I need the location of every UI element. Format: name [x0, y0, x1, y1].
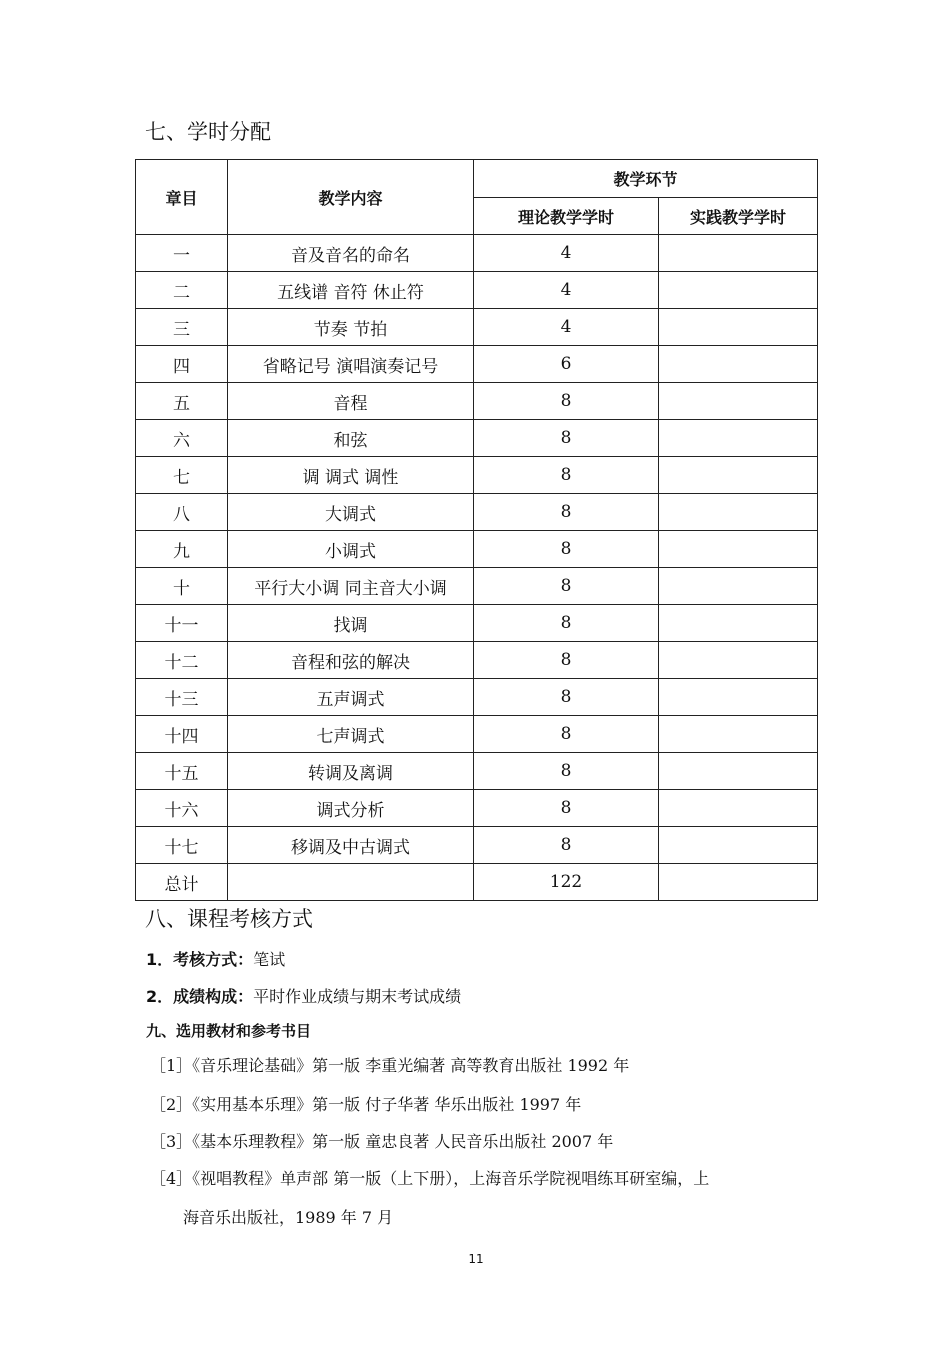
header-chapter: 章目 [136, 160, 228, 235]
table-total-row [136, 864, 818, 901]
cell-theory-hours: 8 [474, 679, 659, 716]
cell-chapter: 十一 [136, 605, 228, 642]
cell-theory-hours: 8 [474, 827, 659, 864]
table-row [136, 494, 818, 531]
cell-content: 省略记号 演唱演奏记号 [228, 346, 474, 383]
cell-content: 调 调式 调性 [228, 457, 474, 494]
section-8-title: 八、课程考核方式 [145, 907, 313, 931]
cell-content: 转调及离调 [228, 753, 474, 790]
cell-content: 音及音名的命名 [228, 235, 474, 272]
cell-practice-hours [659, 605, 818, 642]
cell-chapter: 十二 [136, 642, 228, 679]
grade-composition [146, 984, 461, 1007]
table-row [136, 235, 818, 272]
cell-theory-hours: 6 [474, 346, 659, 383]
cell-practice-hours [659, 272, 818, 309]
cell-content: 调式分析 [228, 790, 474, 827]
table-row [136, 790, 818, 827]
table-row [136, 346, 818, 383]
cell-theory-hours: 8 [474, 383, 659, 420]
reference-item: ［4］《视唱教程》单声部 第一版（上下册），上海音乐学院视唱练耳研室编，上 [150, 1169, 710, 1188]
cell-total-practice-hours [659, 864, 818, 901]
table-row [136, 457, 818, 494]
table-row [136, 309, 818, 346]
cell-chapter: 十七 [136, 827, 228, 864]
cell-chapter: 十六 [136, 790, 228, 827]
cell-content: 移调及中古调式 [228, 827, 474, 864]
table-row [136, 716, 818, 753]
cell-chapter: 六 [136, 420, 228, 457]
header-segment: 教学环节 [474, 160, 818, 198]
cell-chapter: 八 [136, 494, 228, 531]
cell-content: 和弦 [228, 420, 474, 457]
cell-chapter: 二 [136, 272, 228, 309]
assessment-method-value: 笔试 [253, 950, 286, 969]
cell-theory-hours: 8 [474, 531, 659, 568]
table-row [136, 827, 818, 864]
cell-content: 五声调式 [228, 679, 474, 716]
cell-theory-hours: 8 [474, 494, 659, 531]
cell-theory-hours: 4 [474, 272, 659, 309]
table-row [136, 272, 818, 309]
cell-practice-hours [659, 420, 818, 457]
cell-theory-hours: 8 [474, 457, 659, 494]
assessment-method [146, 947, 285, 970]
cell-practice-hours [659, 494, 818, 531]
cell-practice-hours [659, 679, 818, 716]
cell-chapter: 五 [136, 383, 228, 420]
table-row [136, 642, 818, 679]
cell-chapter: 十 [136, 568, 228, 605]
header-practice: 实践教学学时 [659, 198, 818, 235]
cell-practice-hours [659, 235, 818, 272]
cell-theory-hours: 8 [474, 753, 659, 790]
cell-content: 音程 [228, 383, 474, 420]
cell-practice-hours [659, 309, 818, 346]
cell-theory-hours: 8 [474, 642, 659, 679]
cell-content: 大调式 [228, 494, 474, 531]
cell-chapter: 十三 [136, 679, 228, 716]
cell-total-theory-hours: 122 [474, 864, 659, 901]
page-number: 11 [468, 1252, 484, 1266]
cell-content: 小调式 [228, 531, 474, 568]
header-content: 教学内容 [228, 160, 474, 235]
reference-item: ［3］《基本乐理教程》第一版 童忠良著 人民音乐出版社 2007 年 [150, 1132, 614, 1151]
cell-practice-hours [659, 716, 818, 753]
cell-total-label: 总计 [136, 864, 228, 901]
assessment-method-label: 1．考核方式： [146, 950, 254, 969]
cell-practice-hours [659, 827, 818, 864]
table-row [136, 679, 818, 716]
cell-content: 平行大小调 同主音大小调 [228, 568, 474, 605]
cell-chapter: 一 [136, 235, 228, 272]
cell-content: 七声调式 [228, 716, 474, 753]
cell-theory-hours: 8 [474, 790, 659, 827]
table-row [136, 531, 818, 568]
cell-practice-hours [659, 457, 818, 494]
cell-content: 节奏 节拍 [228, 309, 474, 346]
cell-practice-hours [659, 383, 818, 420]
cell-content: 音程和弦的解决 [228, 642, 474, 679]
table-row [136, 605, 818, 642]
cell-chapter: 三 [136, 309, 228, 346]
grade-composition-label: 2．成绩构成： [146, 987, 254, 1006]
cell-practice-hours [659, 753, 818, 790]
cell-theory-hours: 8 [474, 420, 659, 457]
cell-chapter: 四 [136, 346, 228, 383]
table-row [136, 753, 818, 790]
cell-practice-hours [659, 790, 818, 827]
header-theory: 理论教学学时 [474, 198, 659, 235]
cell-theory-hours: 8 [474, 568, 659, 605]
cell-chapter: 十四 [136, 716, 228, 753]
cell-theory-hours: 8 [474, 605, 659, 642]
cell-chapter: 七 [136, 457, 228, 494]
cell-chapter: 十五 [136, 753, 228, 790]
cell-practice-hours [659, 568, 818, 605]
cell-chapter: 九 [136, 531, 228, 568]
table-row [136, 420, 818, 457]
cell-practice-hours [659, 346, 818, 383]
section-9-title: 九、选用教材和参考书目 [146, 1022, 312, 1040]
reference-item-continuation: 海音乐出版社，1989 年 7 月 [183, 1208, 394, 1227]
cell-practice-hours [659, 531, 818, 568]
cell-theory-hours: 4 [474, 235, 659, 272]
reference-item: ［1］《音乐理论基础》第一版 李重光编著 高等教育出版社 1992 年 [150, 1056, 630, 1075]
cell-total-content [228, 864, 474, 901]
class-hours-table [135, 159, 818, 901]
grade-composition-value: 平时作业成绩与期末考试成绩 [253, 987, 462, 1006]
cell-practice-hours [659, 642, 818, 679]
table-row [136, 383, 818, 420]
table-row [136, 568, 818, 605]
cell-theory-hours: 8 [474, 716, 659, 753]
cell-content: 五线谱 音符 休止符 [228, 272, 474, 309]
cell-theory-hours: 4 [474, 309, 659, 346]
reference-item: ［2］《实用基本乐理》第一版 付子华著 华乐出版社 1997 年 [150, 1095, 582, 1114]
section-7-title: 七、学时分配 [145, 120, 271, 144]
cell-content: 找调 [228, 605, 474, 642]
